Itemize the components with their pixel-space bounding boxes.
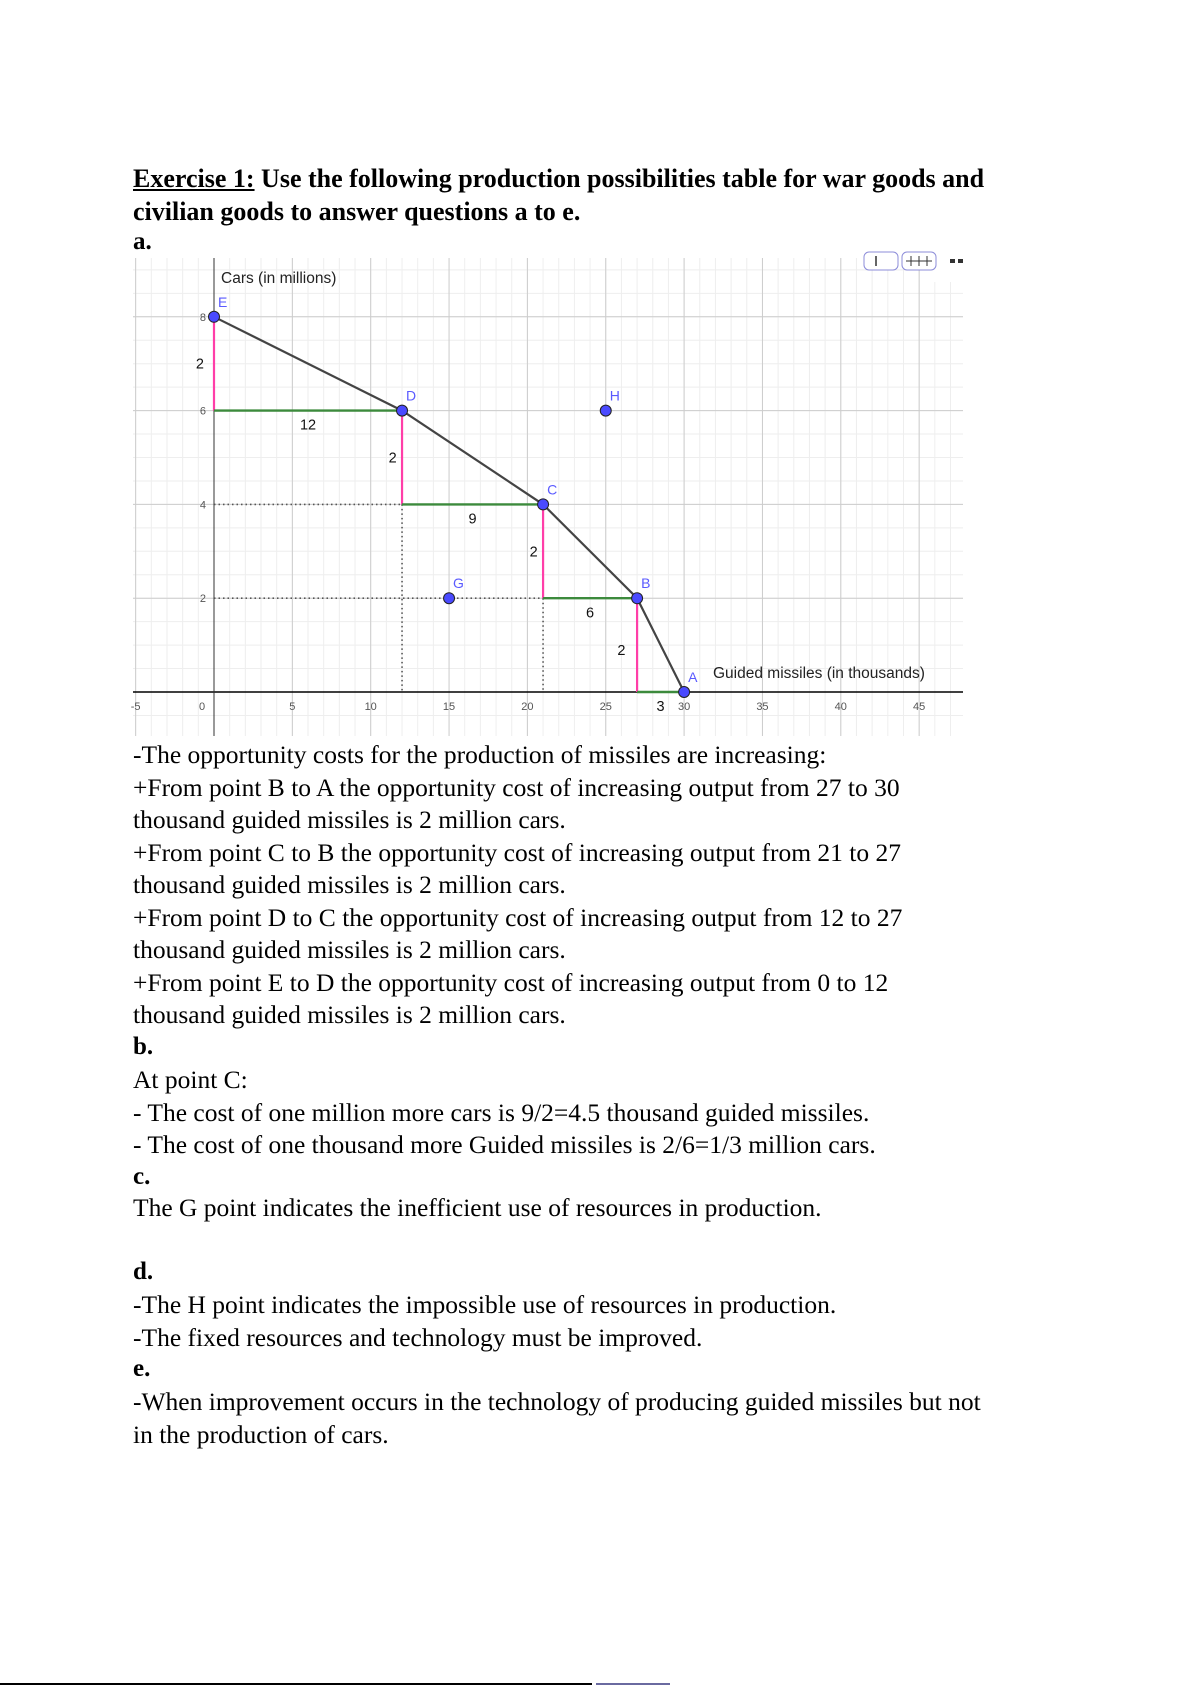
more-options-icon[interactable] [950, 259, 955, 263]
section-a-line: +From point D to C the opportunity cost of increasing output from 12 to 27 [133, 902, 903, 932]
section-c-line: The G point indicates the inefficient use of resources in production. [133, 1193, 822, 1222]
section-c-text [133, 1192, 822, 1225]
segment-length-label: 2 [195, 356, 204, 373]
point-label-b: B [641, 575, 651, 592]
point-g [444, 593, 455, 604]
point-label-a: A [688, 669, 698, 685]
section-b-label: b. [133, 1033, 154, 1060]
segment-length-label: 2 [529, 544, 538, 561]
section-a-label: a. [133, 228, 152, 255]
section-a-line: +From point E to D the opportunity cost of increasing output from 0 to 12 [133, 967, 889, 997]
y-axis-title: Cars (in millions) [221, 270, 337, 287]
x-tick-label: -5 [130, 701, 141, 713]
x-tick-label: 25 [599, 701, 612, 713]
x-tick-label: 30 [677, 701, 691, 713]
section-a-line: thousand guided missiles is 2 million cars. [133, 805, 566, 834]
x-tick-label: 40 [834, 701, 847, 713]
section-a-line: -The opportunity costs for the production of missiles are increasing: [133, 740, 827, 769]
exercise-number: Exercise 1: [133, 164, 255, 193]
section-e-line: in the production of cars. [133, 1419, 389, 1449]
point-style-button[interactable] [864, 252, 898, 270]
point-label-c: C [547, 481, 558, 498]
point-label-e: E [218, 293, 228, 310]
x-tick-label: 20 [521, 701, 534, 713]
segment-length-label: 2 [617, 642, 626, 659]
graphics-style-bar [864, 252, 967, 282]
section-e-text [133, 1386, 981, 1451]
section-b-text [133, 1064, 876, 1162]
x-tick-label: 10 [364, 701, 377, 713]
point-b [632, 593, 643, 604]
section-a-line: thousand guided missiles is 2 million cars. [133, 935, 566, 964]
section-d-label: d. [133, 1258, 154, 1285]
section-b-line: - The cost of one thousand more Guided missiles is 2/6=1/3 million cars. [133, 1130, 876, 1159]
section-a-line: +From point C to B the opportunity cost of increasing output from 21 to 27 [133, 837, 901, 867]
y-tick-label: 8 [199, 311, 206, 324]
ppc-chart [0, 0, 1191, 760]
segment-length-label: 3 [656, 699, 665, 716]
point-label-g: G [453, 575, 464, 592]
segment-length-label: 2 [388, 450, 397, 467]
section-a-line: thousand guided missiles is 2 million cars. [133, 870, 566, 899]
x-tick-label: 0 [198, 701, 206, 713]
y-tick-label: 4 [199, 499, 206, 512]
x-tick-label: 35 [756, 701, 769, 713]
x-tick-label: 45 [913, 701, 926, 713]
segment-length-label: 6 [586, 605, 595, 622]
segment-length-label: 9 [468, 511, 477, 528]
point-d [397, 405, 408, 416]
y-tick-label: 6 [199, 405, 206, 418]
point-c [538, 499, 549, 510]
point-a [679, 687, 690, 698]
section-e-label: e. [133, 1355, 151, 1382]
y-tick-label: 2 [199, 593, 206, 606]
x-tick-label: 5 [289, 701, 296, 713]
section-a-line: thousand guided missiles is 2 million cars. [133, 1000, 566, 1029]
section-c-label: c. [133, 1163, 151, 1190]
section-d-line: -The fixed resources and technology must be improved. [133, 1322, 703, 1352]
point-h [600, 405, 611, 416]
section-d-line: -The H point indicates the impossible use of resources in production. [133, 1290, 837, 1319]
section-d-text [133, 1289, 836, 1354]
section-a-line: +From point B to A the opportunity cost of increasing output from 27 to 30 [133, 772, 900, 802]
section-b-line: At point C: [133, 1065, 248, 1094]
section-b-line: - The cost of one million more cars is 9/2=4.5 thousand guided missiles. [133, 1097, 870, 1127]
x-tick-label: 15 [442, 701, 456, 713]
exercise-instructions: Use the following production possibilities table for war goods and civilian goods to answer questions a to e. [133, 164, 985, 226]
point-e [209, 311, 220, 322]
point-label-h: H [609, 387, 620, 404]
segment-length-label: 12 [299, 417, 317, 434]
x-axis-title: Guided missiles (in thousands) [713, 665, 925, 682]
section-a-text [133, 739, 902, 1032]
section-e-line: -When improvement occurs in the technology of producing guided missiles but not [133, 1387, 981, 1416]
point-label-d: D [406, 387, 417, 404]
